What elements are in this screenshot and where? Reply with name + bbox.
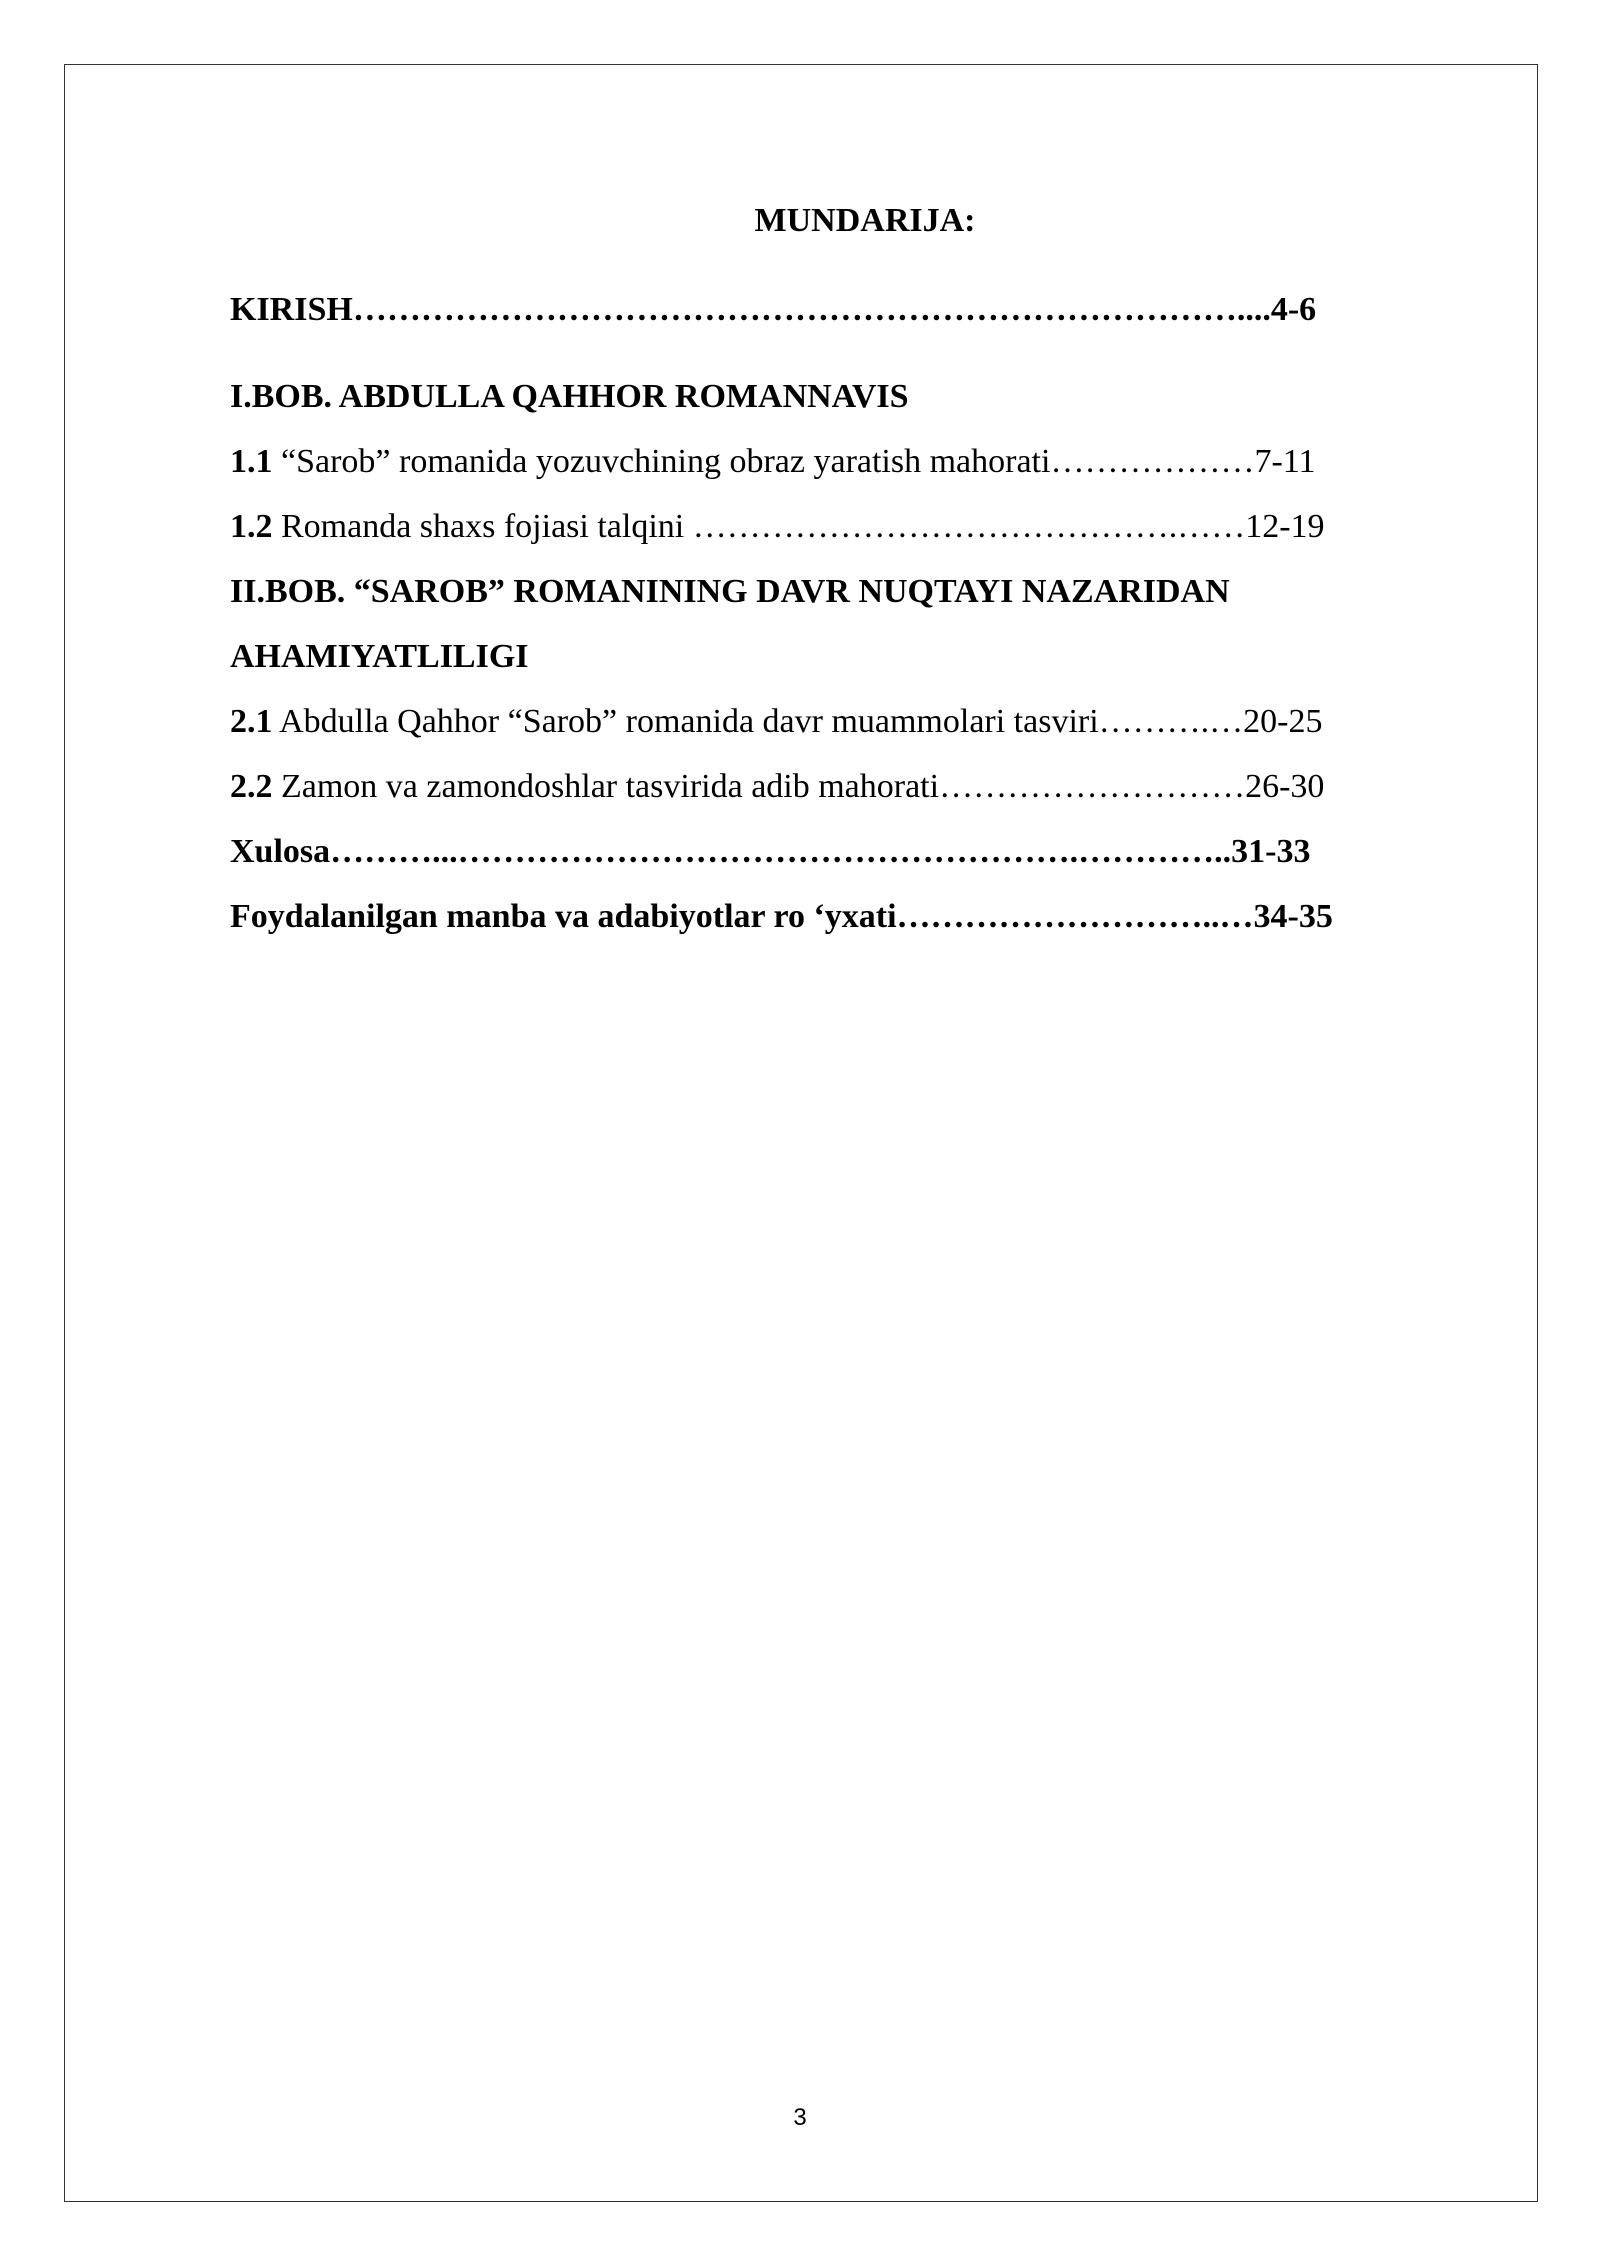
toc-entry-xulosa: Xulosa………...……………………………………………….…………..31-33 [230,833,1311,870]
toc-entry-text: “Sarob” romanida yozuvchining obraz yaratish mahorati………………7-11 [272,443,1316,480]
toc-entry-number: 2.2 [230,768,273,805]
toc-chapter-2-heading-cont: AHAMIYATLILIGI [230,638,529,675]
toc-chapter-1-heading: I.BOB. ABDULLA QAHHOR ROMANNAVIS [230,378,909,415]
toc-entry-1-2 [230,494,1460,559]
toc-entry-text: Romanda shaxs fojiasi talqini …………………………………….……12-19 [272,508,1325,545]
toc-entry-bibliography: Foydalanilgan manba va adabiyotlar ro ‘yxati………………………..…34-35 [230,898,1333,935]
toc-entry-number: 1.2 [230,508,273,545]
toc-entry-2-1 [230,689,1460,754]
page-number: 3 [793,2104,807,2131]
table-of-contents [230,195,1460,949]
toc-entry-2-2 [230,754,1460,819]
toc-entry-kirish: KIRISH……………………………………………………………………....4-6 [230,291,1317,328]
toc-chapter-2-heading: II.BOB. “SAROB” ROMANINING DAVR NUQTAYI NAZARIDAN [230,573,1230,610]
toc-title: MUNDARIJA: [754,202,976,239]
toc-entry-number: 1.1 [230,443,273,480]
toc-entry-number: 2.1 [230,703,273,740]
toc-entry-text: Zamon va zamondoshlar tasvirida adib mahorati………………………26-30 [272,768,1325,805]
toc-entry-1-1 [230,429,1460,494]
toc-entry-text: Abdulla Qahhor “Sarob” romanida davr muammolari tasviri……….…20-25 [272,703,1323,740]
